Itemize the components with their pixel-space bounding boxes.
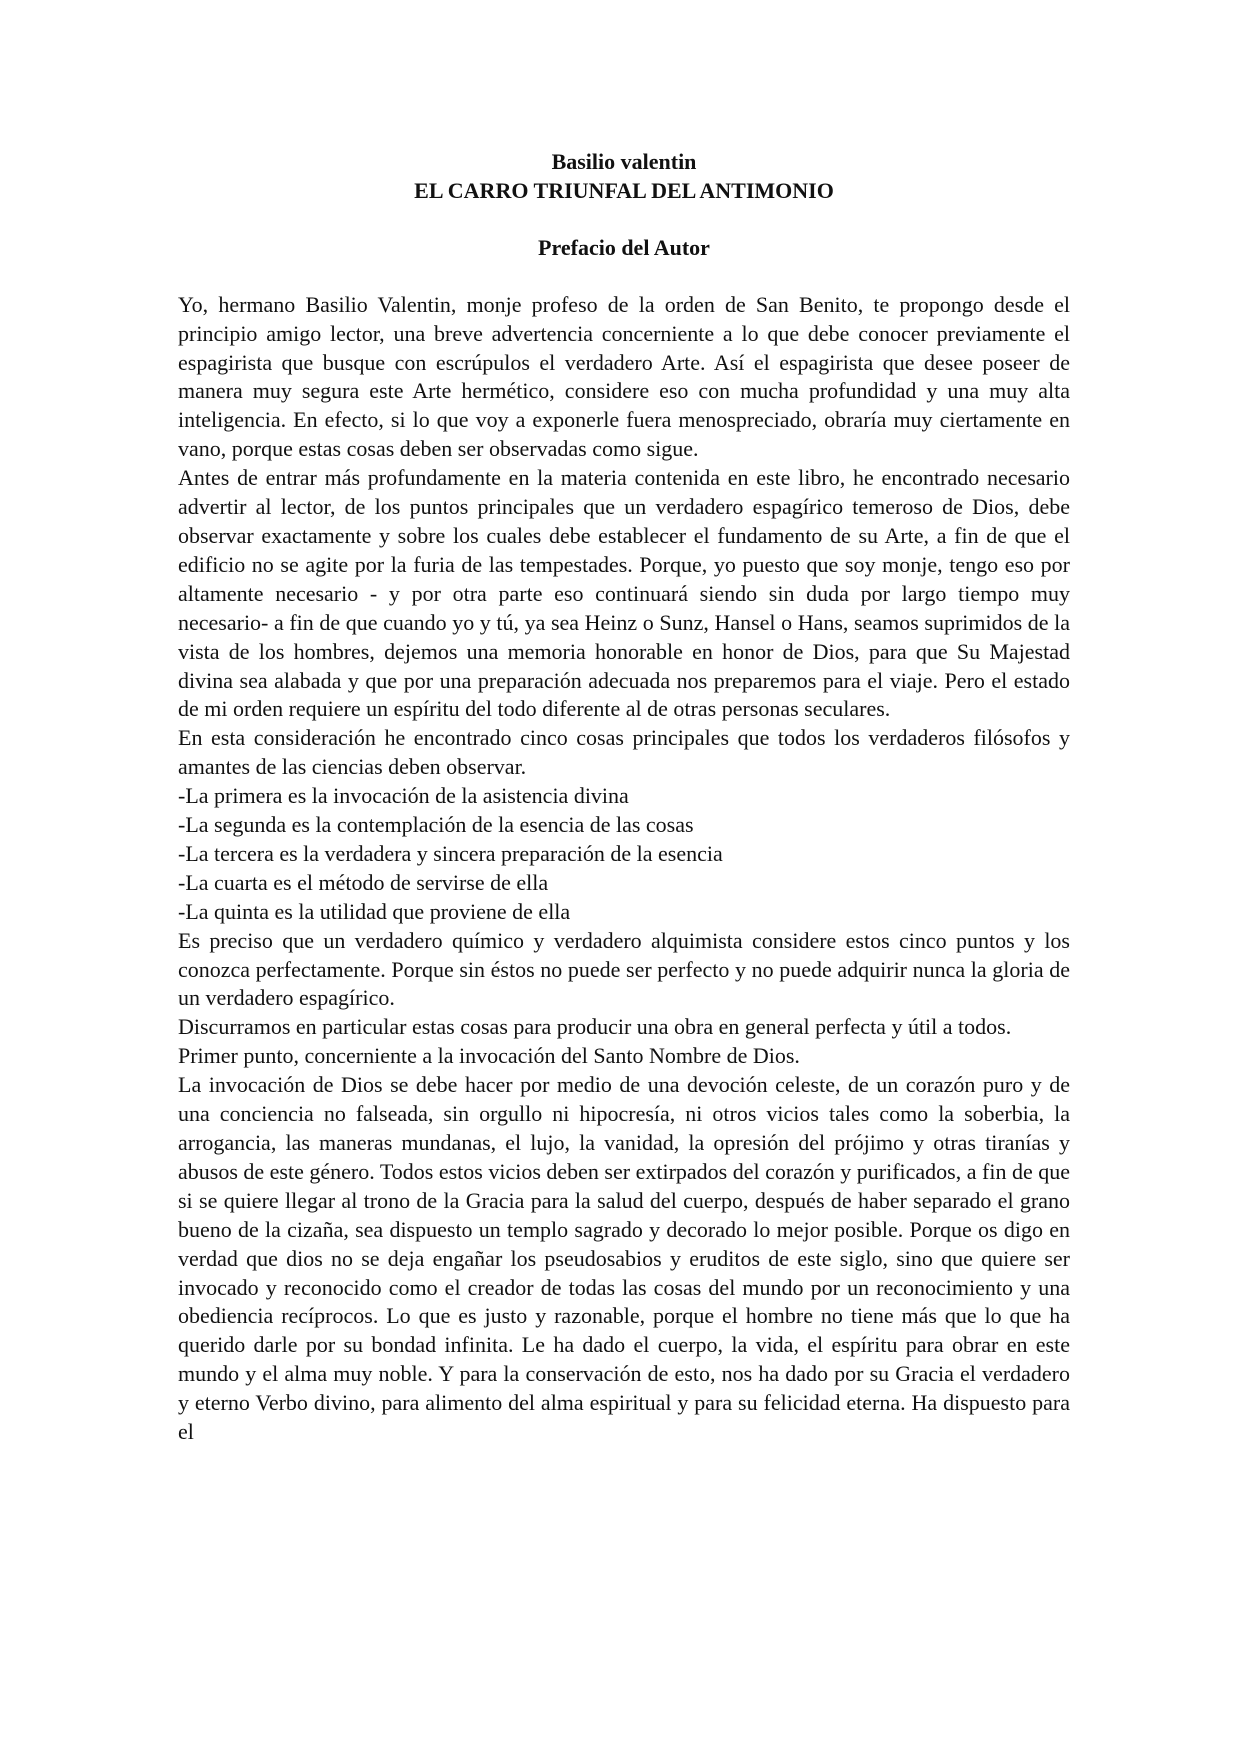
paragraph-chemist: Es preciso que un verdadero químico y verdadero alquimista considere estos cinco puntos y los conozca perfectamente. Porque sin éstos no puede ser perfecto y no puede adquirir nunca la gloria de un verdadero espagírico. [178,927,1070,1011]
paragraph-discuss: Discurramos en particular estas cosas para producir una obra en general perfecta y útil a todos. [178,1014,1012,1040]
list-item: -La cuarta es el método de servirse de ella [178,869,549,895]
list-item: -La quinta es la utilidad que proviene de ella [178,898,571,924]
document-page [178,148,1070,1447]
list-item: -La segunda es la contemplación de la esencia de las cosas [178,812,694,838]
paragraph-main-points: Antes de entrar más profundamente en la materia contenida en este libro, he encontrado necesario advertir al lector, de los puntos principales que un verdadero espagírico temeroso de Dios, debe observar exactamente y sobre los cuales debe establecer el fundamento de su Arte, a fin de que el edificio no se agite por la furia de las tempestades. Porque, yo puesto que soy monje, tengo eso por altamente necesario - y por otra parte eso continuará siendo sin duda por largo tiempo muy necesario- a fin de que cuando yo y tú, ya sea Heinz o Sunz, Hansel o Hans, seamos suprimidos de la vista de los hombres, dejemos una memoria honorable en honor de Dios, para que Su Majestad divina sea alabada y que por una preparación adecuada nos preparemos para el viaje. Pero el estado de mi orden requiere un espíritu del todo diferente al de otras personas seculares. [178,465,1070,722]
book-title: EL CARRO TRIUNFAL DEL ANTIMONIO [414,177,834,203]
first-point-heading: Primer punto, concerniente a la invocación del Santo Nombre de Dios. [178,1043,800,1069]
paragraph-five-things: En esta consideración he encontrado cinco cosas principales que todos los verdaderos filósofos y amantes de las ciencias deben observar. [178,725,1070,780]
spacer [178,263,1070,291]
paragraph-intro: Yo, hermano Basilio Valentin, monje profeso de la orden de San Benito, te propongo desde el principio amigo lector, una breve advertencia concerniente a lo que debe conocer previamente el espagirista que busque con escrúpulos el verdadero Arte. Así el espagirista que desee poseer de manera muy segura este Arte hermético, considere eso con mucha profundidad y una muy alta inteligencia. En efecto, si lo que voy a exponerle fuera menospreciado, obraría muy ciertamente en vano, porque estas cosas deben ser observadas como sigue. [178,291,1070,462]
paragraph-invocation: La invocación de Dios se debe hacer por medio de una devoción celeste, de un corazón puro y de una conciencia no falseada, sin orgullo ni hipocresía, ni otros vicios tales como la soberbia, la arrogancia, las maneras mundanas, el lujo, la vanidad, la opresión del prójimo y otras tiranías y abusos de este género. Todos estos vicios deben ser extirpados del corazón y purificados, a fin de que si se quiere llegar al trono de la Gracia para la salud del cuerpo, después de haber separado el grano bueno de la cizaña, sea dispuesto un templo sagrado y decorado lo mejor posible. Porque os digo en verdad que dios no se deja engañar los pseudosabios y eruditos de este siglo, sino que quiere ser invocado y reconocido como el creador de todas las cosas del mundo por un reconocimiento y una obediencia recíprocos. Lo que es justo y razonable, porque el hombre no tiene más que lo que ha querido darle por su bondad infinita. Le ha dado el cuerpo, la vida, el espíritu para obrar en este mundo y el alma muy noble. Y para la conservación de esto, nos ha dado por su Gracia el verdadero y eterno Verbo divino, para alimento del alma espiritual y para su felicidad eterna. Ha dispuesto para el [178,1072,1070,1445]
list-item: -La tercera es la verdadera y sincera preparación de la esencia [178,840,723,866]
spacer [178,206,1070,234]
list-item: -La primera es la invocación de la asistencia divina [178,783,629,809]
section-heading: Prefacio del Autor [538,234,710,260]
author-heading: Basilio valentin [551,149,697,174]
